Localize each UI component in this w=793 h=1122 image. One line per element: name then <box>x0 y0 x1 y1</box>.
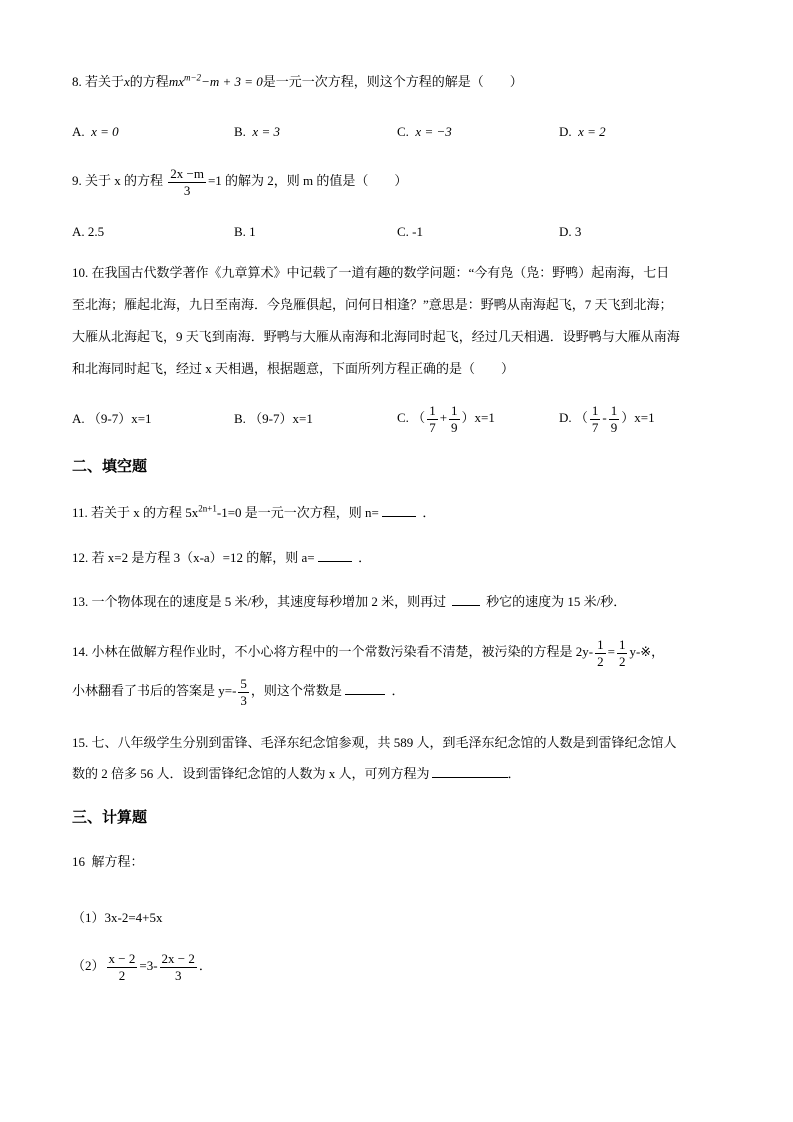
question-12: 12. 若 x=2 是方程 3（x-a）=12 的解，则 a= ． <box>72 550 372 565</box>
question-9-stem: 9. 关于 x 的方程 $\frac{2x -m}{3}$ =1 的解为 2，则 m 的值是（ ） <box>72 165 408 198</box>
option-d: D. 3 <box>559 224 582 239</box>
fraction: $\frac{1}{9}$ <box>610 402 618 435</box>
option-c: C. -1 <box>397 224 424 239</box>
option-d: D. x = 2 <box>559 124 606 139</box>
question-number: 14. <box>72 644 89 659</box>
option-c: C. （ $\frac{1}{7}$ + $\frac{1}{9}$ ）x=1 <box>397 402 495 435</box>
question-number: 13. <box>72 594 89 609</box>
fraction: $\frac{1}{2}$ <box>618 636 626 669</box>
fraction: $\frac{1}{9}$ <box>451 402 458 435</box>
question-number: 11. <box>72 505 88 520</box>
question-number: 15. <box>72 735 89 750</box>
question-15-line-2: 数的 2 倍多 56 人．设到雷锋纪念馆的人数为 x 人，可列方程为 ． <box>72 766 521 781</box>
answer-blank[interactable] <box>318 550 352 562</box>
option-d: D. （ $\frac{1}{7}$ - $\frac{1}{9}$ ）x=1 <box>559 402 655 435</box>
question-11: 11. 若关于 x 的方程 $5x^{2n+1}-1=0$ 是一元一次方程，则 n= ． <box>72 503 436 520</box>
fraction: $\frac{1}{7}$ <box>591 402 599 435</box>
fraction: $\frac{x - 2}{2}$ <box>108 950 136 983</box>
answer-blank[interactable] <box>452 594 480 606</box>
question-13: 13. 一个物体现在的速度是 5 米/秒，其速度每秒增加 2 米，则再过 秒它的速度为 15 米/秒． <box>72 594 627 609</box>
question-number: 9. <box>72 173 82 188</box>
question-number: 10. <box>72 265 89 280</box>
answer-blank[interactable] <box>432 766 508 778</box>
option-a: A. （9-7）x=1 <box>72 411 152 426</box>
option-c: C. x = −3 <box>397 124 452 139</box>
option-a: A. 2.5 <box>72 224 105 239</box>
question-number: 12. <box>72 550 89 565</box>
answer-blank[interactable] <box>345 683 385 695</box>
equation: $mx^{m-2}-m + 3 = 0$ <box>168 72 263 89</box>
question-16: 16 解方程： <box>72 854 144 869</box>
section-heading-calculation: 三、计算题 <box>72 810 148 826</box>
fraction: $\frac{2x -m}{3}$ <box>170 165 204 198</box>
fraction: $\frac{5}{3}$ <box>240 675 247 708</box>
fraction: $\frac{1}{2}$ <box>597 636 604 669</box>
section-heading-fill-in: 二、填空题 <box>72 459 148 475</box>
question-15-line-1: 15. 七、八年级学生分别到雷锋、毛泽东纪念馆参观，共 589 人，到毛泽东纪念馆的人数是到雷锋纪念馆人 <box>72 735 677 750</box>
question-number: 16 <box>72 854 85 869</box>
fraction: $\frac{1}{7}$ <box>429 402 436 435</box>
question-14-line-2: 小林翻看了书后的答案是 y=- $\frac{5}{3}$ ，则这个常数是 ． <box>72 675 405 708</box>
question-14-line-1: 14. 小林在做解方程作业时，不小心将方程中的一个常数污染看不清楚，被污染的方程是 2y- $\frac{1}{2}$ = $\frac{1}{2}$ y-※， <box>72 636 665 669</box>
option-b: B. x = 3 <box>234 124 280 139</box>
answer-blank[interactable] <box>382 505 416 517</box>
question-16-part-2: （2） $\frac{x - 2}{2}$ =3- $\frac{2x - 2}{3}$ ． <box>72 950 212 983</box>
option-a: A. x = 0 <box>72 124 119 139</box>
question-10-line-4: 和北海同时起飞，经过 x 天相遇，根据题意，下面所列方程正确的是（ ） <box>72 361 515 376</box>
question-number: 8. <box>72 74 82 89</box>
question-16-part-1: （1）3x-2=4+5x <box>72 910 163 925</box>
question-10-line-2: 至北海；雁起北海，九日至南海．今凫雁俱起，问何日相逢？”意思是：野鸭从南海起飞，7 天飞到北海； <box>72 297 673 312</box>
question-10-line-3: 大雁从北海起飞，9 天飞到南海．野鸭与大雁从南海和北海同时起飞，经过几天相遇．设野鸭与大雁从南海 <box>72 329 680 344</box>
question-10-line-1: 10. 在我国古代数学著作《九章算术》中记载了一道有趣的数学问题：“今有凫（凫：野鸭）起南海，七日 <box>72 265 670 280</box>
question-8-stem: 8. 若关于x的方程$mx^{m-2}-m + 3 = 0$是一元一次方程，则这个方程的解是（ ） <box>72 72 523 89</box>
fraction: $\frac{2x - 2}{3}$ <box>161 950 195 983</box>
option-b: B. （9-7）x=1 <box>234 411 313 426</box>
option-b: B. 1 <box>234 224 256 239</box>
